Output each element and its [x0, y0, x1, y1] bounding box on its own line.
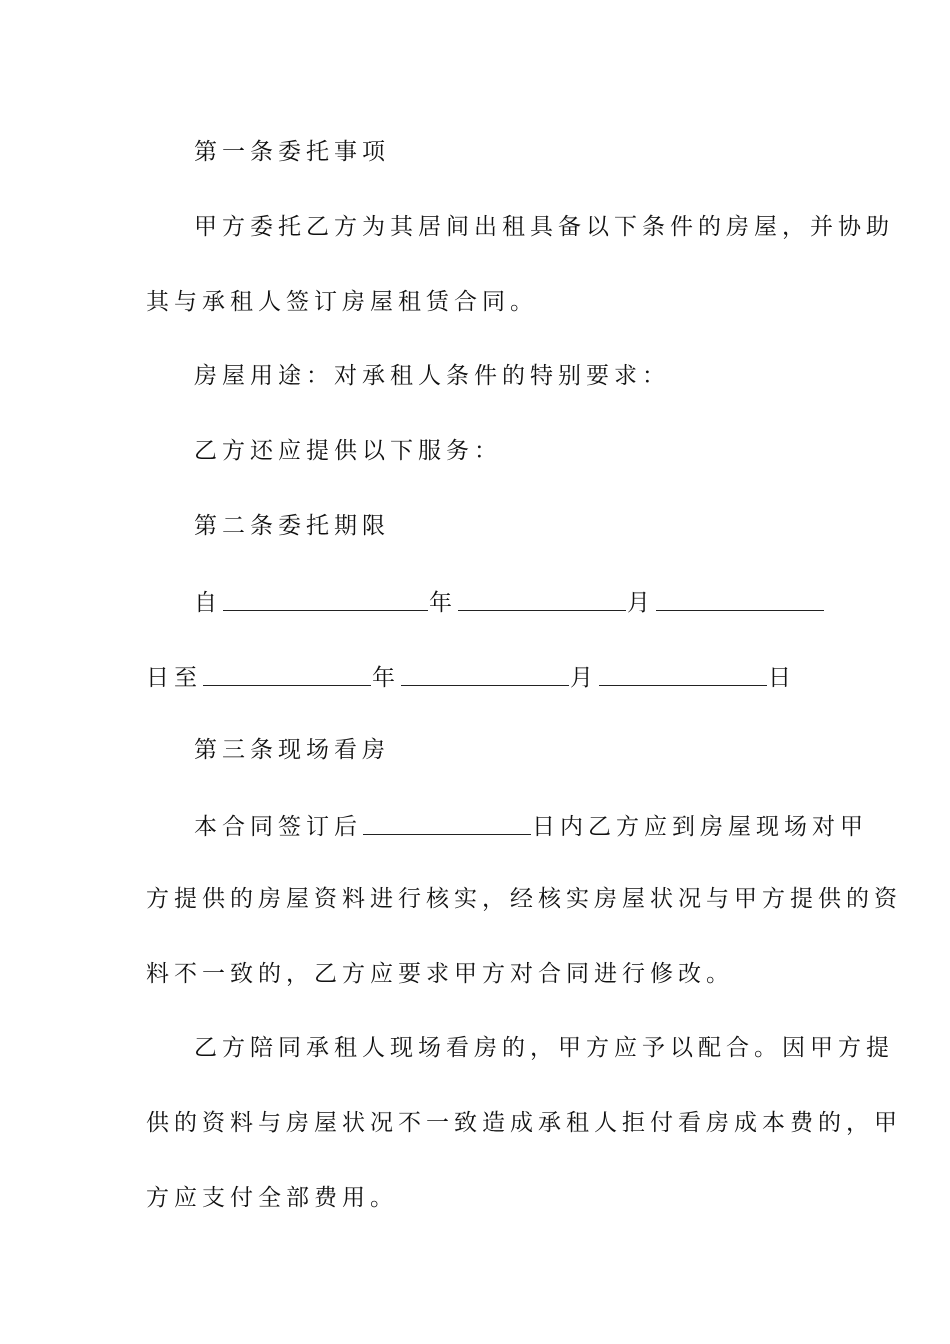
term-from-label: 自 [194, 590, 222, 616]
paragraph-line: 方应支付全部费用。 [146, 1185, 398, 1211]
paragraph-line: 其与承租人签订房屋租赁合同。 [146, 289, 538, 315]
paragraph-line: 方提供的房屋资料进行核实，经核实房屋状况与甲方提供的资 [146, 886, 902, 912]
end-year-field[interactable] [203, 661, 371, 686]
year-label: 年 [429, 590, 457, 616]
day-to-label: 日至 [146, 665, 202, 691]
day-end-label: 日 [768, 665, 796, 691]
days-field[interactable] [363, 810, 531, 835]
paragraph-line: 甲方委托乙方为其居间出租具备以下条件的房屋，并协助 [194, 214, 894, 240]
paragraph-line: 乙方还应提供以下服务： [194, 438, 502, 464]
section-heading: 第一条委托事项 [194, 139, 390, 165]
end-month-field[interactable] [401, 661, 569, 686]
paragraph-text: 日内乙方应到房屋现场对甲 [532, 814, 868, 840]
term-line [146, 660, 816, 693]
month-label: 月 [627, 590, 655, 616]
year-end-label: 年 [372, 665, 400, 691]
section-heading: 第三条现场看房 [194, 737, 390, 763]
term-line [194, 585, 816, 618]
month-end-label: 月 [570, 665, 598, 691]
paragraph-line: 供的资料与房屋状况不一致造成承租人拒付看房成本费的，甲 [146, 1110, 902, 1136]
paragraph-line: 乙方陪同承租人现场看房的，甲方应予以配合。因甲方提 [194, 1035, 894, 1061]
start-month-field[interactable] [458, 586, 626, 611]
end-day-field[interactable] [599, 661, 767, 686]
paragraph-text: 本合同签订后 [194, 814, 362, 840]
paragraph-line [194, 809, 868, 842]
paragraph-line: 料不一致的，乙方应要求甲方对合同进行修改。 [146, 961, 734, 987]
start-year-field[interactable] [223, 586, 428, 611]
paragraph-line: 房屋用途：对承租人条件的特别要求： [194, 363, 670, 389]
section-heading: 第二条委托期限 [194, 513, 390, 539]
start-day-field[interactable] [656, 586, 824, 611]
